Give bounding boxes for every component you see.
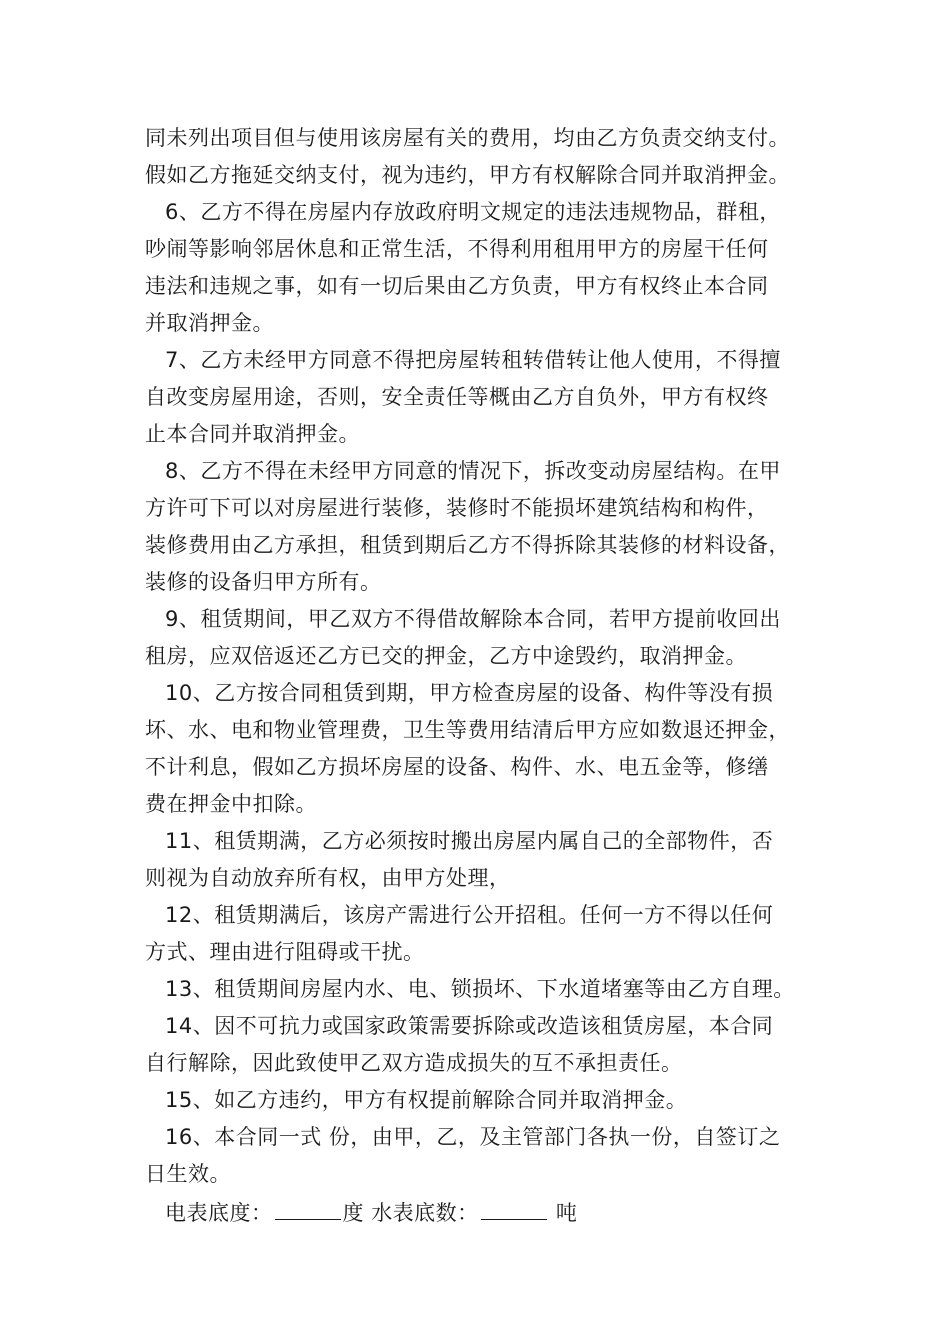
water-meter-unit: 吨 <box>555 1201 578 1225</box>
document-body <box>145 120 810 1230</box>
text-line: 15、如乙方违约，甲方有权提前解除合同并取消押金。 <box>165 1088 688 1112</box>
text-line: 租房，应双倍返还乙方已交的押金，乙方中途毁约，取消押金。 <box>145 644 747 668</box>
text-line: 14、因不可抗力或国家政策需要拆除或改造该租赁房屋，本合同 <box>165 1014 774 1038</box>
electric-meter-unit: 度 <box>342 1201 364 1225</box>
text-line: 不计利息，假如乙方损坏房屋的设备、构件、水、电五金等，修缮 <box>145 755 769 779</box>
text-line: 方许可下可以对房屋进行装修，装修时不能损坏建筑结构和构件， <box>145 496 769 520</box>
text-line: 坏、水、电和物业管理费，卫生等费用结清后甲方应如数退还押金， <box>145 718 790 742</box>
text-line: 16、本合同一式 份，由甲，乙，及主管部门各执一份，自签订之 <box>165 1125 781 1149</box>
text-line: 9、租赁期间，甲乙双方不得借故解除本合同，若甲方提前收回出 <box>165 607 781 631</box>
water-meter-blank <box>481 1193 547 1220</box>
text-line: 止本合同并取消押金。 <box>145 422 360 446</box>
text-line: 方式、理由进行阻碍或干扰。 <box>145 940 425 964</box>
meter-readings-line <box>145 1193 810 1230</box>
text-line: 装修的设备归甲方所有。 <box>145 570 382 594</box>
text-line: 10、乙方按合同租赁到期，甲方检查房屋的设备、构件等没有损 <box>165 681 774 705</box>
text-line: 费在押金中扣除。 <box>145 792 317 816</box>
electric-meter-label: 电表底度： <box>165 1201 273 1225</box>
text-line: 12、租赁期满后，该房产需进行公开招租。任何一方不得以任何 <box>165 903 774 927</box>
water-meter-label: 水表底数： <box>371 1201 479 1225</box>
text-line: 违法和违规之事，如有一切后果由乙方负责，甲方有权终止本合同 <box>145 274 769 298</box>
text-line: 6、乙方不得在房屋内存放政府明文规定的违法违规物品，群租， <box>165 200 781 224</box>
electric-meter-blank <box>275 1193 341 1220</box>
contract-text <box>145 120 810 1193</box>
text-line: 13、租赁期间房屋内水、电、锁损坏、下水道堵塞等由乙方自理。 <box>165 977 795 1001</box>
text-line: 11、租赁期满，乙方必须按时搬出房屋内属自己的全部物件，否 <box>165 829 774 853</box>
text-line: 吵闹等影响邻居休息和正常生活，不得利用租用甲方的房屋干任何 <box>145 237 769 261</box>
text-line: 日生效。 <box>145 1162 231 1186</box>
text-line: 并取消押金。 <box>145 311 274 335</box>
text-line: 装修费用由乙方承担，租赁到期后乙方不得拆除其装修的材料设备， <box>145 533 790 557</box>
text-line: 同未列出项目但与使用该房屋有关的费用，均由乙方负责交纳支付。 <box>145 126 790 150</box>
text-line: 则视为自动放弃所有权，由甲方处理， <box>145 866 511 890</box>
text-line: 自行解除，因此致使甲乙双方造成损失的互不承担责任。 <box>145 1051 683 1075</box>
text-line: 8、乙方不得在未经甲方同意的情况下，拆改变动房屋结构。在甲 <box>165 459 781 483</box>
text-line: 7、乙方未经甲方同意不得把房屋转租转借转让他人使用，不得擅 <box>165 348 781 372</box>
text-line: 假如乙方拖延交纳支付，视为违约，甲方有权解除合同并取消押金。 <box>145 163 790 187</box>
text-line: 自改变房屋用途，否则，安全责任等概由乙方自负外，甲方有权终 <box>145 385 769 409</box>
